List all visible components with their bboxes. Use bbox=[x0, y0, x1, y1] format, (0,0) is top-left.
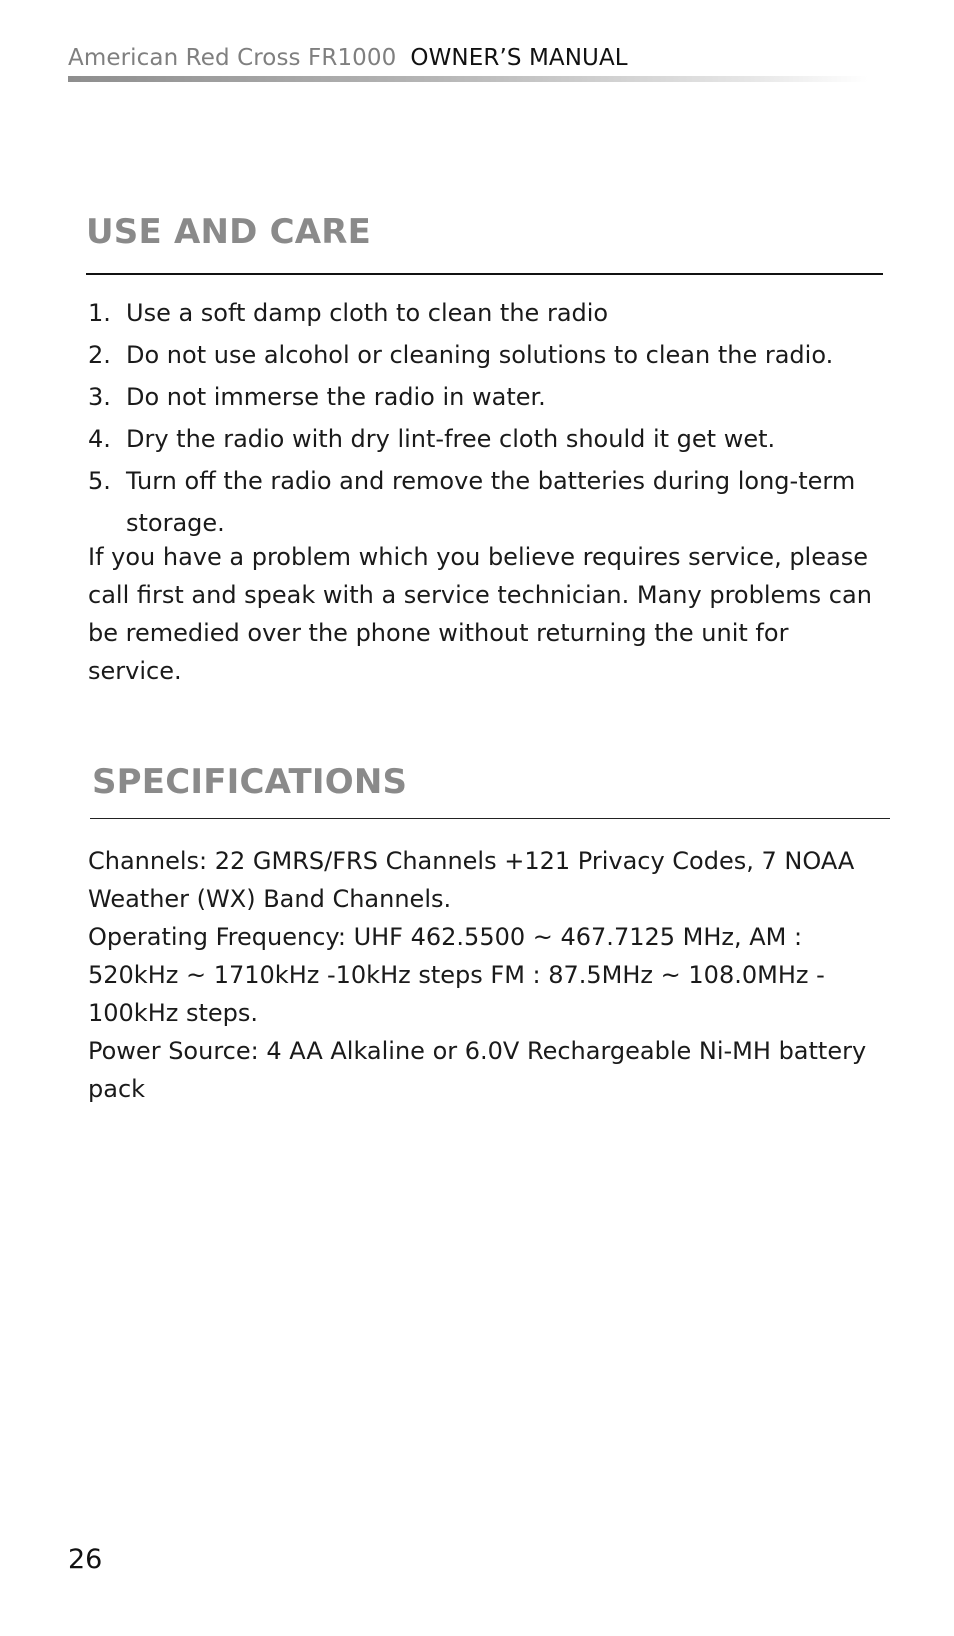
list-item-text: Use a soft damp cloth to clean the radio bbox=[126, 299, 609, 327]
list-item bbox=[88, 418, 878, 460]
list-item-number: 1. bbox=[88, 299, 111, 327]
list-item-text: Do not use alcohol or cleaning solutions to clean the radio. bbox=[126, 341, 834, 369]
spec-power: Power Source: 4 AA Alkaline or 6.0V Rechargeable Ni-MH battery pack bbox=[88, 1037, 867, 1103]
header-manual-title: OWNER’S MANUAL bbox=[410, 45, 628, 71]
list-item-number: 5. bbox=[88, 467, 111, 495]
specifications-block bbox=[88, 842, 888, 1108]
specifications-rule bbox=[90, 818, 890, 819]
list-item-number: 4. bbox=[88, 425, 111, 453]
list-item bbox=[88, 460, 878, 544]
header-brand: American Red Cross FR1000 bbox=[68, 45, 397, 71]
service-note: If you have a problem which you believe requires service, please call first and speak with a service technician. Many problems can be remedied over the phone without returning the unit for service. bbox=[88, 543, 872, 685]
list-item bbox=[88, 376, 878, 418]
list-item-number: 2. bbox=[88, 341, 111, 369]
list-item-number: 3. bbox=[88, 383, 111, 411]
use-and-care-title: USE AND CARE bbox=[86, 212, 372, 252]
list-item-text: Turn off the radio and remove the batteries during long-term storage. bbox=[126, 467, 856, 537]
spec-channels: Channels: 22 GMRS/FRS Channels +121 Privacy Codes, 7 NOAA Weather (WX) Band Channels. bbox=[88, 847, 855, 913]
list-item bbox=[88, 334, 878, 376]
running-header bbox=[68, 44, 628, 72]
list-item-text: Do not immerse the radio in water. bbox=[126, 383, 546, 411]
list-item-text: Dry the radio with dry lint-free cloth should it get wet. bbox=[126, 425, 776, 453]
list-item bbox=[88, 292, 878, 334]
use-and-care-rule bbox=[86, 273, 883, 275]
specifications-title: SPECIFICATIONS bbox=[92, 762, 408, 802]
page-number: 26 bbox=[68, 1544, 103, 1575]
spec-frequency: Operating Frequency: UHF 462.5500 ~ 467.7125 MHz, AM : 520kHz ~ 1710kHz -10kHz steps FM : 87.5MHz ~ 108.0MHz - 100kHz steps. bbox=[88, 923, 825, 1027]
care-list bbox=[88, 292, 878, 544]
header-rule bbox=[68, 76, 868, 82]
